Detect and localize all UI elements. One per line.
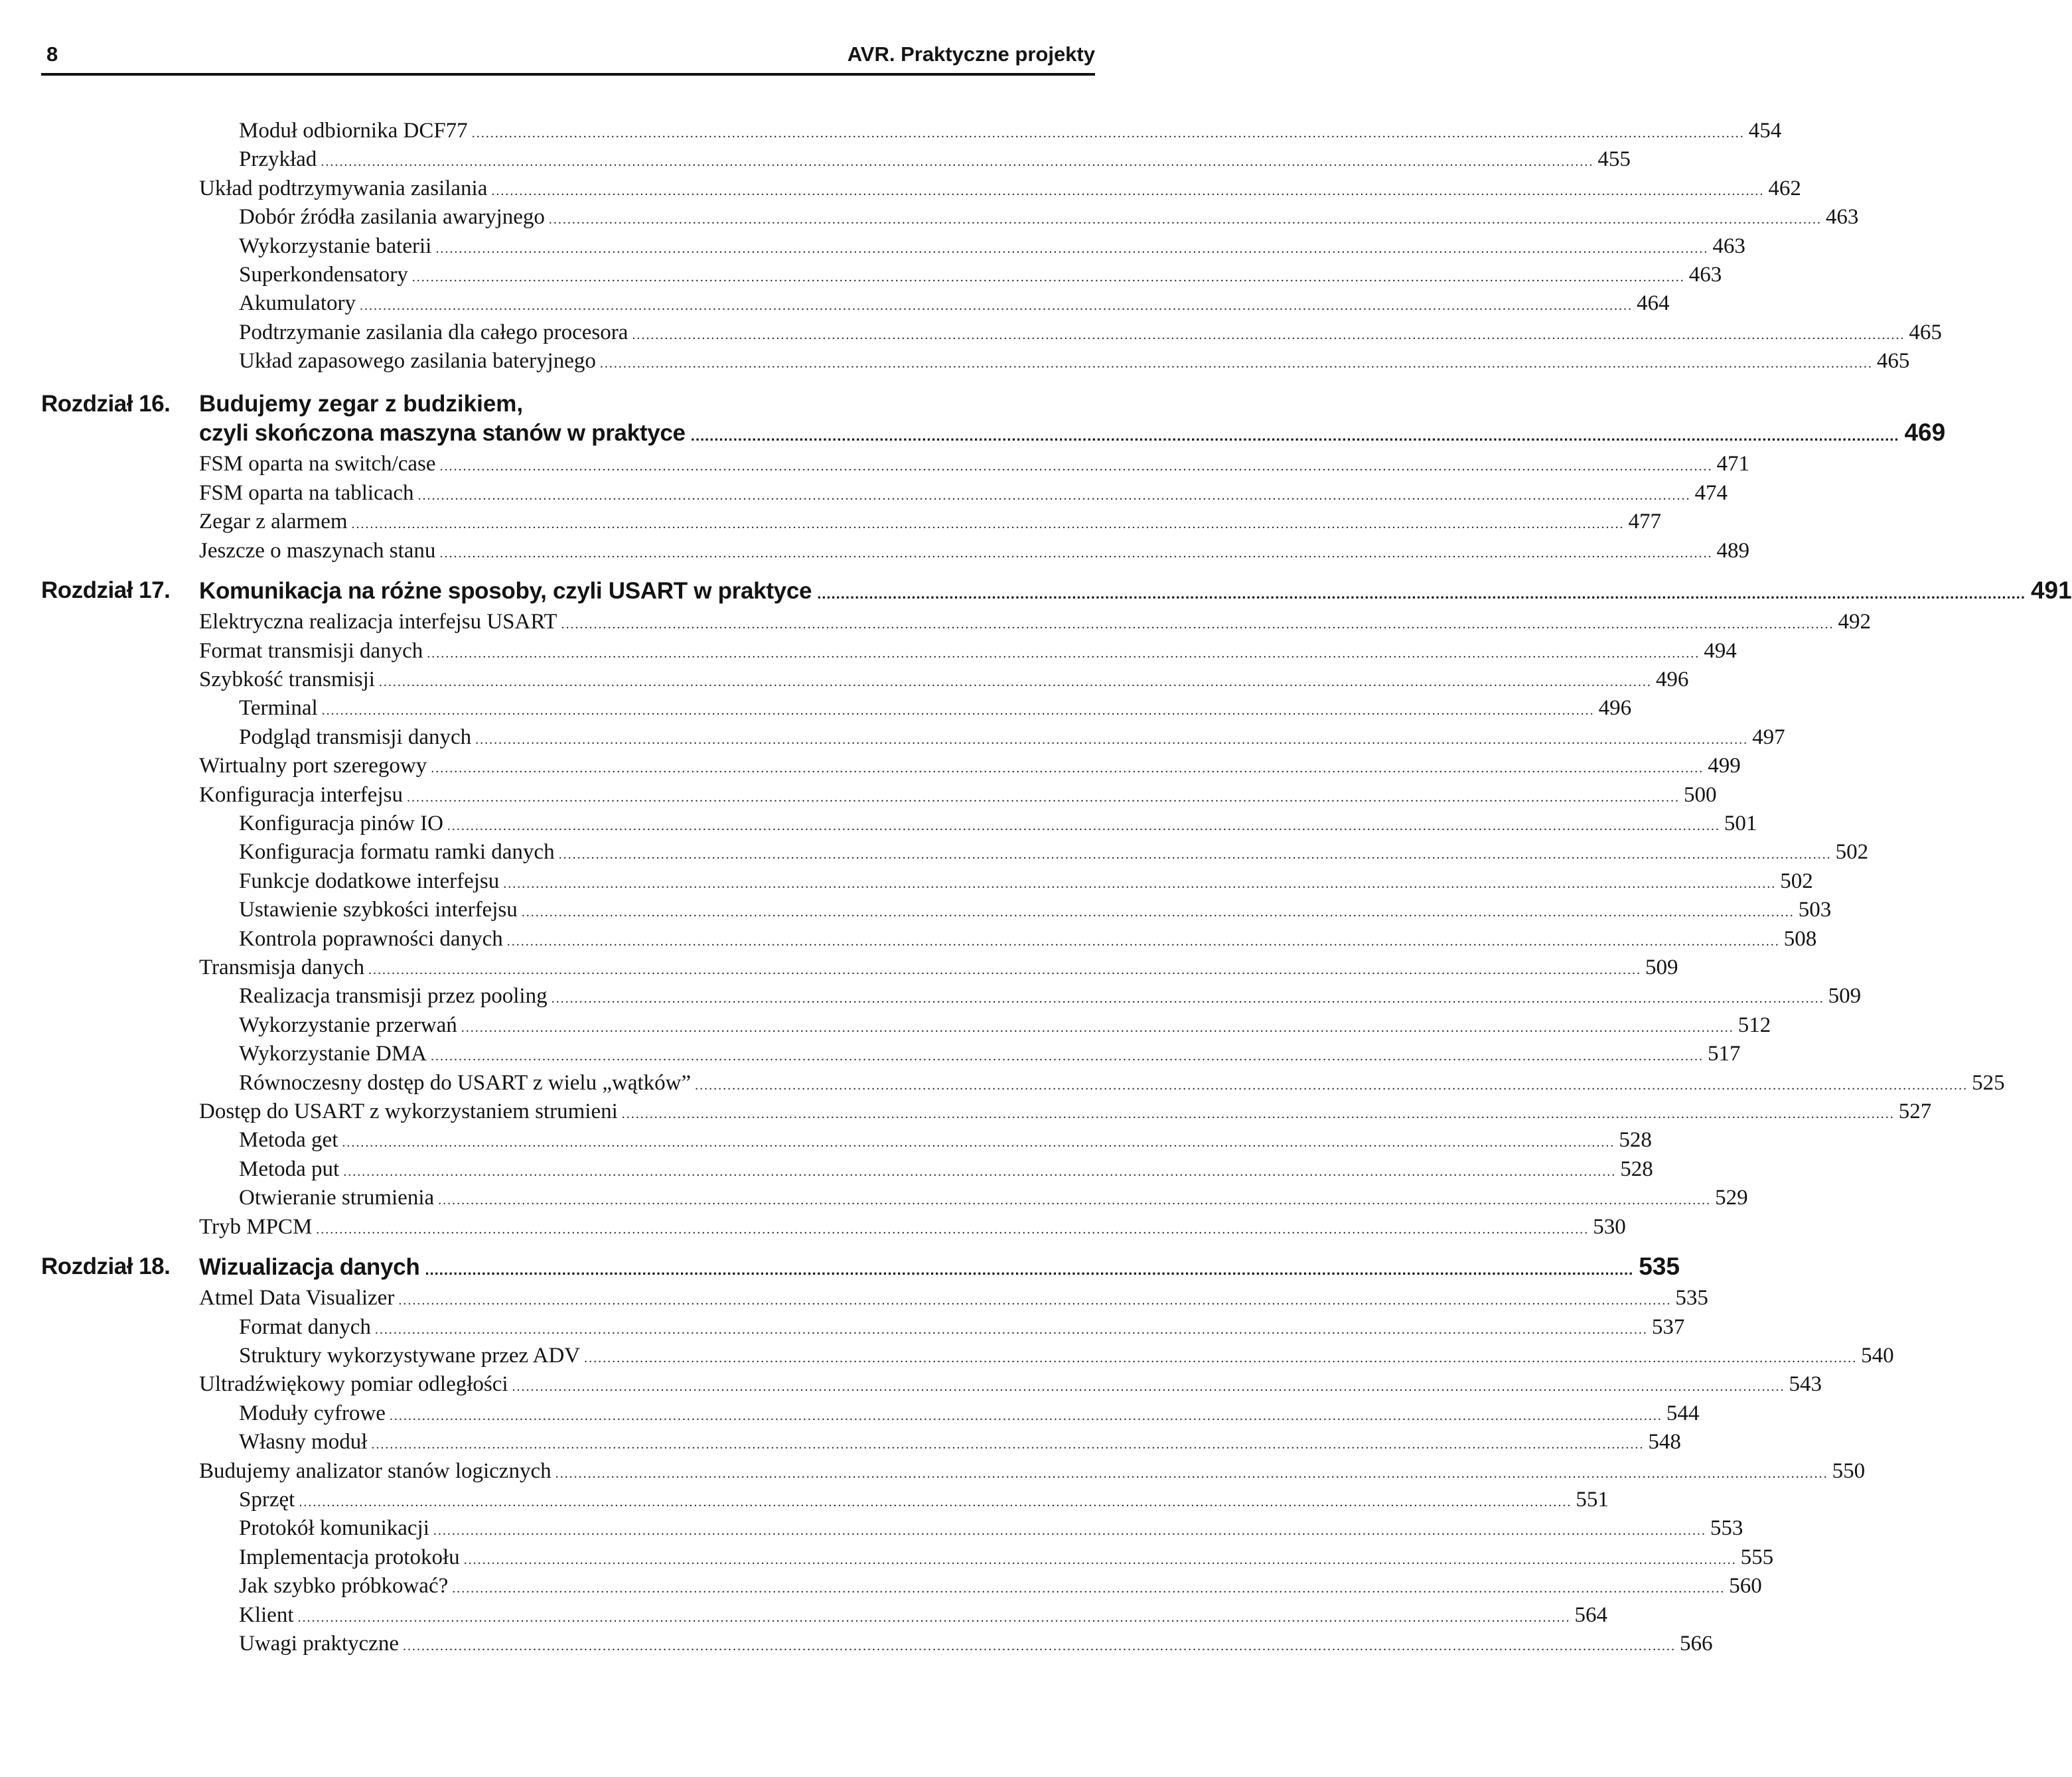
toc-entry bbox=[41, 810, 1757, 838]
toc-entry bbox=[41, 1486, 1609, 1514]
toc-entry-title: Metoda get bbox=[239, 1128, 338, 1153]
toc-entry-title: Akumulatory bbox=[239, 291, 356, 316]
toc-entry-title: Wykorzystanie DMA bbox=[239, 1042, 427, 1066]
dot-leader bbox=[600, 350, 1873, 378]
toc-entry bbox=[41, 1126, 1652, 1155]
chapter-title: czyli skończona maszyna stanów w praktyce bbox=[199, 419, 686, 446]
toc-entry bbox=[41, 666, 1689, 694]
running-header bbox=[41, 40, 1095, 76]
toc-entry-page: 555 bbox=[1740, 1545, 1774, 1569]
dot-leader bbox=[549, 206, 1822, 234]
toc-entry-title: Superkondensatory bbox=[239, 262, 408, 287]
dot-leader bbox=[427, 640, 1700, 668]
chapter-heading bbox=[41, 390, 1946, 451]
chapter-heading bbox=[41, 576, 2072, 608]
dot-leader bbox=[418, 482, 1691, 510]
dot-leader bbox=[461, 1014, 1734, 1042]
toc-entry bbox=[41, 838, 1869, 867]
chapter-title-line1: Budujemy zegar z budzikiem, bbox=[199, 390, 524, 417]
toc-entry-title: Klient bbox=[239, 1602, 294, 1627]
dot-leader bbox=[817, 579, 2026, 608]
toc-entry-title: Podtrzymanie zasilania dla całego procesora bbox=[239, 320, 629, 344]
dot-leader bbox=[632, 321, 1905, 350]
toc-entry-page: 496 bbox=[1655, 668, 1689, 692]
dot-leader bbox=[371, 1431, 1644, 1459]
dot-leader bbox=[425, 1255, 1633, 1284]
dot-leader bbox=[297, 1604, 1570, 1632]
toc-entry-title: Dobór źródła zasilania awaryjnego bbox=[239, 205, 545, 230]
dot-leader bbox=[342, 1129, 1615, 1157]
toc-entry-page: 477 bbox=[1628, 510, 1662, 534]
dot-leader bbox=[435, 235, 1708, 263]
toc-entry-title: Układ zapasowego zasilania bateryjnego bbox=[239, 349, 596, 374]
toc-entry-page: 550 bbox=[1832, 1458, 1866, 1483]
dot-leader bbox=[322, 697, 1595, 725]
toc-entry-title: Wirtualny port szeregowy bbox=[199, 754, 427, 778]
dot-leader bbox=[552, 985, 1824, 1013]
dot-leader bbox=[431, 1042, 1704, 1071]
toc-entry-page: 455 bbox=[1597, 147, 1631, 172]
toc-entry-page: 471 bbox=[1716, 452, 1750, 476]
dot-leader bbox=[375, 1316, 1648, 1344]
toc-entry-page: 525 bbox=[1972, 1070, 2005, 1095]
toc-entry bbox=[41, 347, 1910, 376]
toc-entry bbox=[41, 175, 1801, 203]
toc-entry bbox=[41, 1069, 2005, 1098]
toc-entry-page: 564 bbox=[1574, 1602, 1607, 1627]
toc-entry-title: Równoczesny dostęp do USART z wielu „wątków” bbox=[239, 1070, 692, 1095]
toc-entry-title: Konfiguracja formatu ramki danych bbox=[239, 840, 555, 865]
toc-entry bbox=[41, 1284, 1708, 1313]
toc-entry-title: FSM oparta na switch/case bbox=[199, 452, 436, 476]
toc-entry-title: Układ podtrzymywania zasilania bbox=[199, 176, 488, 200]
dot-leader bbox=[431, 754, 1704, 783]
toc-entry-page: 548 bbox=[1648, 1430, 1681, 1455]
toc-entry-title: FSM oparta na tablicach bbox=[199, 480, 414, 505]
toc-entry-page: 464 bbox=[1636, 291, 1670, 316]
toc-entry-page: 499 bbox=[1708, 754, 1741, 778]
toc-entry-title: Implementacja protokołu bbox=[239, 1545, 460, 1569]
toc-entry-title: Format transmisji danych bbox=[199, 638, 423, 663]
toc-entry-page: 497 bbox=[1752, 725, 1785, 749]
toc-entry bbox=[41, 145, 1631, 174]
toc-entry bbox=[41, 723, 1785, 752]
chapter-heading bbox=[41, 1252, 1680, 1284]
toc-entry bbox=[41, 1213, 1626, 1242]
toc-entry bbox=[41, 450, 1750, 478]
toc-entry bbox=[41, 1342, 1894, 1370]
toc-entry-page: 512 bbox=[1738, 1013, 1771, 1037]
dot-leader bbox=[447, 812, 1720, 841]
toc-entry-title: Format danych bbox=[239, 1315, 371, 1339]
toc-entry-title: Wykorzystanie przerwań bbox=[239, 1013, 457, 1037]
toc-entry-page: 509 bbox=[1645, 955, 1678, 979]
toc-entry bbox=[41, 319, 1942, 347]
toc-entry-page: 528 bbox=[1620, 1157, 1653, 1181]
toc-entry bbox=[41, 925, 1817, 954]
dot-leader bbox=[464, 1546, 1737, 1575]
toc-entry-title: Moduł odbiornika DCF77 bbox=[239, 119, 468, 143]
toc-entry-page: 502 bbox=[1835, 840, 1869, 865]
toc-entry bbox=[41, 608, 1872, 636]
toc-entry-page: 462 bbox=[1768, 176, 1801, 200]
toc-entry-page: 509 bbox=[1828, 984, 1862, 1009]
chapter-title: Komunikacja na różne sposoby, czyli USART w praktyce bbox=[199, 577, 812, 604]
toc-entry bbox=[41, 867, 1813, 896]
toc-entry-page: 474 bbox=[1694, 480, 1728, 505]
toc-entry bbox=[41, 1543, 1774, 1572]
toc-entry-page: 540 bbox=[1861, 1344, 1894, 1368]
dot-leader bbox=[512, 1373, 1785, 1401]
toc-entry-title: Protokół komunikacji bbox=[239, 1516, 429, 1541]
toc-entry-page: 566 bbox=[1679, 1631, 1713, 1656]
toc-entry-page: 496 bbox=[1598, 696, 1632, 721]
toc-entry-page: 494 bbox=[1704, 638, 1737, 663]
toc-entry-title: Funkcje dodatkowe interfejsu bbox=[239, 869, 500, 893]
toc-entry-page: 553 bbox=[1710, 1516, 1743, 1541]
dot-leader bbox=[352, 510, 1625, 539]
toc-entry-page: 501 bbox=[1724, 812, 1757, 836]
toc-entry bbox=[41, 694, 1632, 723]
dot-leader bbox=[491, 177, 1764, 206]
toc-entry-title: Elektryczna realizacja interfejsu USART bbox=[199, 610, 557, 634]
toc-entry-title: Terminal bbox=[239, 696, 318, 721]
toc-entry-page: 508 bbox=[1783, 926, 1817, 951]
dot-leader bbox=[555, 1460, 1828, 1488]
toc-entry-title: Budujemy analizator stanów logicznych bbox=[199, 1458, 552, 1483]
dot-leader bbox=[452, 1575, 1725, 1603]
toc-entry-title: Konfiguracja pinów IO bbox=[239, 812, 443, 836]
toc-entry-page: 528 bbox=[1619, 1128, 1652, 1153]
toc-entry-page: 551 bbox=[1576, 1488, 1609, 1512]
toc-entry bbox=[41, 1184, 1748, 1212]
toc-entry-page: 463 bbox=[1712, 234, 1745, 258]
toc-entry-title: Własny moduł bbox=[239, 1430, 368, 1455]
toc-entry bbox=[41, 982, 1862, 1011]
toc-entry bbox=[41, 1630, 1713, 1658]
dot-leader bbox=[472, 119, 1745, 148]
toc-entry-page: 537 bbox=[1651, 1315, 1685, 1339]
dot-leader bbox=[691, 421, 1899, 450]
toc-entry-page: 465 bbox=[1909, 320, 1942, 344]
toc-entry bbox=[41, 1155, 1653, 1184]
toc-entry-title: Ultradźwiękowy pomiar odległości bbox=[199, 1372, 508, 1397]
toc-entry-title: Tryb MPCM bbox=[199, 1214, 313, 1239]
toc-entry-page: 530 bbox=[1593, 1214, 1626, 1239]
toc-entry bbox=[41, 752, 1741, 780]
chapter-page: 535 bbox=[1639, 1252, 1680, 1280]
dot-leader bbox=[438, 1186, 1711, 1215]
dot-leader bbox=[503, 870, 1776, 898]
toc-entry-title: Kontrola poprawności danych bbox=[239, 926, 503, 951]
toc-entry-title: Podgląd transmisji danych bbox=[239, 725, 472, 749]
toc-entry-title: Konfiguracja interfejsu bbox=[199, 782, 403, 807]
page-number: 8 bbox=[46, 42, 58, 66]
toc-entry bbox=[41, 1040, 1741, 1068]
toc-entry-page: 492 bbox=[1838, 610, 1872, 634]
toc-entry-page: 463 bbox=[1688, 262, 1722, 287]
dot-leader bbox=[368, 956, 1641, 985]
toc-entry bbox=[41, 896, 1832, 924]
toc-entry bbox=[41, 537, 1749, 565]
toc-entry bbox=[41, 1313, 1685, 1342]
toc-entry bbox=[41, 117, 1782, 145]
toc-entry-page: 543 bbox=[1789, 1372, 1822, 1397]
chapter-label: Rozdział 17. bbox=[41, 577, 171, 603]
dot-leader bbox=[475, 726, 1748, 754]
toc-entry bbox=[41, 1457, 1866, 1486]
toc-entry bbox=[41, 203, 1859, 232]
toc-entry bbox=[41, 1399, 1700, 1428]
toc-entry bbox=[41, 1098, 1932, 1126]
dot-leader bbox=[390, 1402, 1663, 1431]
toc-entry-page: 535 bbox=[1675, 1286, 1708, 1311]
dot-leader bbox=[321, 148, 1593, 177]
dot-leader bbox=[412, 263, 1685, 292]
toc-entry-page: 527 bbox=[1898, 1099, 1932, 1123]
dot-leader bbox=[379, 668, 1652, 697]
toc-entry-title: Otwieranie strumienia bbox=[239, 1186, 435, 1210]
dot-leader bbox=[507, 928, 1780, 956]
dot-leader bbox=[584, 1344, 1857, 1373]
toc-entry-title: Metoda put bbox=[239, 1157, 340, 1181]
toc-entry bbox=[41, 1572, 1762, 1600]
toc-entry-page: 465 bbox=[1876, 349, 1910, 374]
toc-entry-page: 502 bbox=[1780, 869, 1813, 893]
toc-entry-title: Uwagi praktyczne bbox=[239, 1631, 399, 1656]
chapter-label: Rozdział 16. bbox=[41, 390, 171, 417]
book-title: AVR. Praktyczne projekty bbox=[847, 42, 1095, 66]
dot-leader bbox=[407, 784, 1680, 812]
chapter-page: 469 bbox=[1904, 418, 1946, 446]
toc-entry-page: 463 bbox=[1825, 205, 1859, 230]
toc-entry-page: 517 bbox=[1708, 1042, 1741, 1066]
dot-leader bbox=[440, 453, 1713, 481]
toc-entry bbox=[41, 954, 1678, 982]
toc-entry bbox=[41, 1514, 1743, 1543]
toc-entry-page: 544 bbox=[1666, 1401, 1700, 1425]
toc-entry bbox=[41, 508, 1662, 536]
toc-entry-page: 454 bbox=[1748, 119, 1782, 143]
toc-entry-title: Jak szybko próbkować? bbox=[239, 1574, 449, 1599]
chapter-title: Wizualizacja danych bbox=[199, 1253, 420, 1280]
toc-entry-title: Struktury wykorzystywane przez ADV bbox=[239, 1344, 581, 1368]
toc-entry-page: 560 bbox=[1729, 1574, 1762, 1599]
dot-leader bbox=[299, 1488, 1572, 1517]
toc-entry-page: 529 bbox=[1715, 1186, 1748, 1210]
dot-leader bbox=[561, 610, 1834, 639]
toc-entry-title: Transmisja danych bbox=[199, 955, 365, 979]
toc-entry bbox=[41, 637, 1737, 666]
toc-entry bbox=[41, 289, 1670, 318]
table-of-contents bbox=[41, 117, 2072, 1658]
toc-entry-title: Jeszcze o maszynach stanu bbox=[199, 538, 436, 563]
toc-entry-title: Dostęp do USART z wykorzystaniem strumieni bbox=[199, 1099, 618, 1123]
chapter-label: Rozdział 18. bbox=[41, 1253, 171, 1279]
toc-entry bbox=[41, 781, 1717, 810]
toc-entry bbox=[41, 232, 1745, 261]
dot-leader bbox=[343, 1158, 1616, 1186]
toc-entry-page: 489 bbox=[1716, 538, 1749, 563]
toc-entry bbox=[41, 261, 1722, 289]
dot-leader bbox=[398, 1287, 1671, 1315]
toc-entry-title: Atmel Data Visualizer bbox=[199, 1286, 395, 1311]
toc-entry-title: Wykorzystanie baterii bbox=[239, 234, 432, 258]
dot-leader bbox=[522, 898, 1795, 927]
dot-leader bbox=[316, 1216, 1589, 1244]
dot-leader bbox=[360, 292, 1633, 320]
toc-entry-page: 500 bbox=[1683, 782, 1717, 807]
dot-leader bbox=[695, 1072, 1968, 1100]
toc-entry bbox=[41, 479, 1728, 508]
toc-entry bbox=[41, 1601, 1607, 1630]
toc-entry-page: 503 bbox=[1798, 898, 1832, 922]
chapter-page: 491 bbox=[2030, 576, 2072, 604]
dot-leader bbox=[403, 1632, 1676, 1661]
toc-entry-title: Ustawienie szybkości interfejsu bbox=[239, 898, 518, 922]
dot-leader bbox=[622, 1100, 1895, 1129]
toc-entry-title: Przykład bbox=[239, 147, 317, 172]
toc-entry-title: Sprzęt bbox=[239, 1488, 295, 1512]
toc-entry-title: Moduły cyfrowe bbox=[239, 1401, 386, 1425]
dot-leader bbox=[559, 841, 1832, 869]
toc-entry bbox=[41, 1370, 1822, 1399]
toc-entry-title: Szybkość transmisji bbox=[199, 668, 375, 692]
toc-entry-title: Realizacja transmisji przez pooling bbox=[239, 984, 548, 1009]
toc-entry-title: Zegar z alarmem bbox=[199, 510, 348, 534]
toc-entry bbox=[41, 1428, 1681, 1457]
dot-leader bbox=[433, 1517, 1706, 1545]
dot-leader bbox=[439, 539, 1712, 568]
toc-entry bbox=[41, 1011, 1771, 1040]
